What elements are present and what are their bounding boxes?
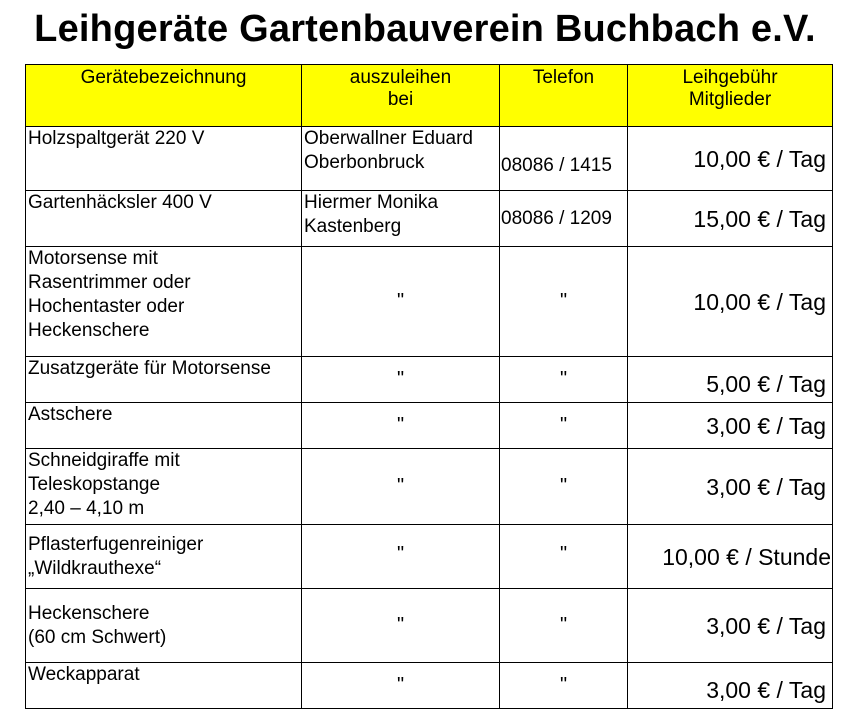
lender-name: Hiermer Monika Kastenberg	[304, 192, 439, 237]
table-row	[26, 191, 833, 247]
fee-value: 3,00 € / Tag	[706, 612, 826, 639]
lender-cell	[302, 191, 500, 247]
lender-cell	[302, 449, 500, 525]
fee-value: 10,00 € / Stunde	[662, 543, 831, 570]
table-row	[26, 449, 833, 525]
phone-number: 08086 / 1415	[501, 154, 612, 176]
table-row	[26, 403, 833, 449]
phone-cell	[500, 525, 628, 589]
header-lender-label: auszuleihen bei	[349, 67, 452, 110]
ditto-mark: "	[396, 367, 405, 390]
lender-cell	[302, 589, 500, 663]
fee-value: 10,00 € / Tag	[693, 288, 826, 315]
lender-cell	[302, 663, 500, 709]
device-name: Zusatzgeräte für Motorsense	[28, 358, 271, 379]
lender-cell	[302, 403, 500, 449]
fee-cell	[628, 127, 833, 191]
device-cell	[26, 589, 302, 663]
table-row	[26, 127, 833, 191]
ditto-mark: "	[396, 413, 405, 436]
lender-cell	[302, 525, 500, 589]
fee-cell	[628, 191, 833, 247]
table-row	[26, 357, 833, 403]
ditto-mark: "	[559, 674, 568, 696]
table-row	[26, 525, 833, 589]
device-cell	[26, 247, 302, 357]
phone-cell	[500, 191, 628, 247]
table-row	[26, 247, 833, 357]
header-device-label: Gerätebezeichnung	[80, 67, 247, 88]
phone-number: 08086 / 1209	[501, 207, 612, 229]
ditto-mark: "	[396, 613, 405, 636]
header-row	[26, 65, 833, 127]
phone-cell	[500, 403, 628, 449]
phone-cell	[500, 589, 628, 663]
header-phone-label: Telefon	[532, 67, 595, 88]
header-fee-label: Leihgebühr Mitglieder	[682, 67, 778, 110]
fee-cell	[628, 449, 833, 525]
phone-cell	[500, 663, 628, 709]
device-cell	[26, 357, 302, 403]
device-name: Motorsense mit Rasentrimmer oder Hochentaster oder Heckenschere	[28, 248, 191, 341]
device-name: Gartenhäcksler 400 V	[28, 192, 212, 213]
phone-cell	[500, 247, 628, 357]
device-cell	[26, 127, 302, 191]
ditto-mark: "	[559, 613, 568, 636]
device-name: Schneidgiraffe mit Teleskopstange 2,40 – 4,10 m	[28, 450, 180, 519]
device-cell	[26, 525, 302, 589]
phone-cell	[500, 357, 628, 403]
fee-value: 3,00 € / Tag	[706, 473, 826, 500]
rental-table	[25, 64, 833, 709]
ditto-mark: "	[396, 543, 405, 565]
lender-cell	[302, 357, 500, 403]
device-name: Astschere	[28, 404, 113, 425]
phone-cell	[500, 127, 628, 191]
phone-cell	[500, 449, 628, 525]
device-cell	[26, 663, 302, 709]
fee-value: 10,00 € / Tag	[693, 145, 826, 172]
lender-name: Oberwallner Eduard Oberbonbruck	[304, 128, 473, 173]
fee-cell	[628, 403, 833, 449]
device-cell	[26, 191, 302, 247]
ditto-mark: "	[559, 474, 568, 497]
fee-value: 5,00 € / Tag	[706, 371, 826, 397]
fee-cell	[628, 589, 833, 663]
header-device	[26, 65, 302, 127]
fee-cell	[628, 247, 833, 357]
header-phone	[500, 65, 628, 127]
device-cell	[26, 403, 302, 449]
device-name: Weckapparat	[28, 664, 140, 685]
ditto-mark: "	[559, 289, 568, 312]
lender-cell	[302, 127, 500, 191]
page-title: Leihgeräte Gartenbauverein Buchbach e.V.	[34, 8, 816, 50]
ditto-mark: "	[559, 413, 568, 436]
device-name: Heckenschere (60 cm Schwert)	[28, 602, 167, 648]
fee-value: 15,00 € / Tag	[693, 205, 826, 232]
device-name: Pflasterfugenreiniger „Wildkrauthexe“	[28, 533, 204, 579]
fee-value: 3,00 € / Tag	[706, 677, 826, 703]
table-row	[26, 589, 833, 663]
fee-cell	[628, 663, 833, 709]
lender-cell	[302, 247, 500, 357]
fee-cell	[628, 357, 833, 403]
header-fee	[628, 65, 833, 127]
fee-value: 3,00 € / Tag	[706, 412, 826, 439]
device-cell	[26, 449, 302, 525]
ditto-mark: "	[396, 674, 405, 696]
device-name: Holzspaltgerät 220 V	[28, 128, 205, 149]
table-row	[26, 663, 833, 709]
ditto-mark: "	[396, 474, 405, 497]
header-lender	[302, 65, 500, 127]
fee-cell	[628, 525, 833, 589]
ditto-mark: "	[559, 367, 568, 390]
ditto-mark: "	[396, 289, 405, 312]
ditto-mark: "	[559, 543, 568, 565]
